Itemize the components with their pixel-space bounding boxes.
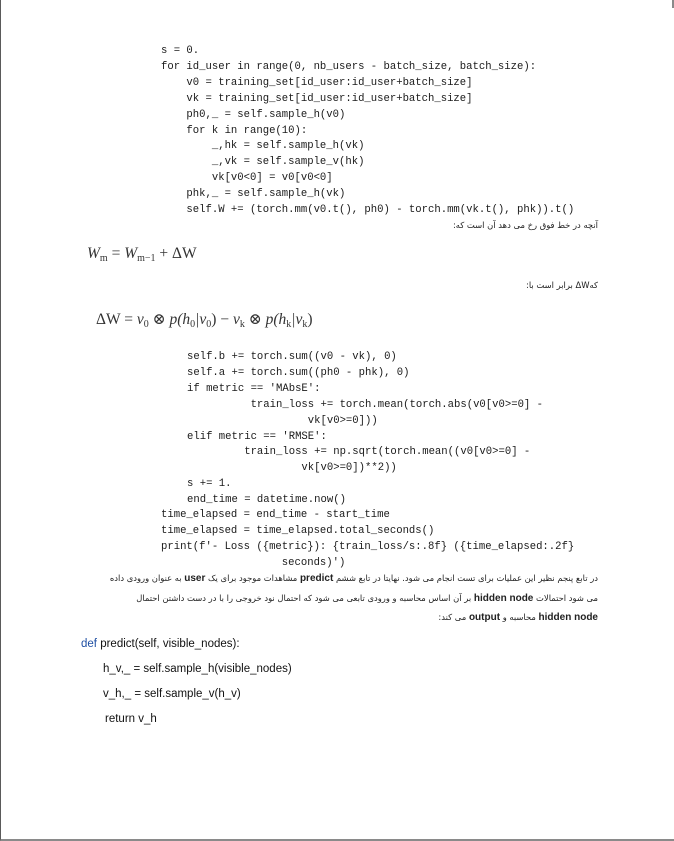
formula-equals: = [111, 245, 121, 262]
p1-term-predict: predict [299, 573, 334, 584]
code-line: s += 1. [187, 478, 232, 491]
f2-t2-sub: k [239, 319, 245, 330]
f2-bar1: |v [195, 311, 207, 328]
p3-text-d: می کند: [438, 612, 469, 622]
code-line: _,hk = self.sample_h(vk) [161, 140, 365, 153]
code-line: _,vk = self.sample_v(hk) [161, 156, 365, 169]
code-line: print(f'- Loss ({metric}): {train_loss/s:.8f} ({time_elapsed:.2f} [161, 540, 575, 553]
python-line-return: return v_h [105, 713, 157, 725]
formula-lhs-w: W [87, 245, 100, 262]
f2-t1: v [136, 311, 144, 328]
python-line-sample-v: v_h,_ = self.sample_v(h_v) [103, 688, 241, 700]
caption-line-explanation: آنچه در خط فوق رخ می دهد آن است که: [452, 220, 598, 230]
formula-rhs-sub: m−1 [137, 253, 156, 264]
f2-p2-sub: k [286, 319, 292, 330]
p1-term-user: user [184, 573, 206, 584]
p2-text-a: می شود احتمالات [533, 593, 598, 603]
formula-delta-w: ΔW [172, 245, 197, 262]
code-line: vk[v0<0] = v0[v0<0] [161, 172, 333, 185]
paragraph-line-1 [110, 573, 598, 584]
code-line: for id_user in range(0, nb_users - batch_size, batch_size): [161, 60, 537, 73]
code-line: elif metric == 'RMSE': [187, 430, 327, 443]
p2-text-c: بر آن اساس محاسبه و ورودی تابعی می شود که احتمال نود خروجی را با در دست داشتن احتمال [136, 593, 474, 603]
code-line: for k in range(10): [161, 124, 308, 137]
p1-text-a: در تابع پنجم نظیر این عملیات برای تست انجام می شود. نهایتا در تابع ششم [333, 573, 598, 583]
f2-otimes-2: ⊗ [248, 311, 262, 328]
f2-t1-sub: 0 [143, 319, 149, 330]
python-def-line [81, 638, 240, 650]
caption-delta-symbol: ΔW [575, 280, 590, 290]
p3-term-hidden-node: hidden node [538, 612, 598, 623]
code-line: if metric == 'MAbsE': [187, 382, 321, 395]
f2-otimes-1: ⊗ [152, 311, 166, 328]
code-line: self.a += torch.sum((ph0 - phk), 0) [187, 366, 410, 379]
code-line: end_time = datetime.now() [187, 494, 346, 507]
f2-bar1-sub: 0 [206, 319, 212, 330]
code-line: time_elapsed = time_elapsed.total_seconds() [161, 524, 435, 537]
f2-p1: p(h [169, 311, 191, 328]
code-line: vk[v0>=0])) [187, 414, 378, 427]
code-line: vk[v0>=0])**2)) [187, 462, 397, 475]
formula-rhs-w: W [124, 245, 138, 262]
python-def-keyword: def [81, 638, 97, 650]
paragraph-line-2 [136, 593, 598, 604]
f2-bar2: |v [291, 311, 303, 328]
caption-delta-prefix: که [589, 280, 598, 290]
formula-weight-update [87, 245, 197, 264]
formula-lhs-sub: m [99, 253, 108, 264]
f2-t2: v [232, 311, 240, 328]
p3-term-output: output [468, 612, 501, 623]
code-line: v0 = training_set[id_user:id_user+batch_size] [161, 76, 473, 89]
python-line-sample-h: h_v,_ = self.sample_h(visible_nodes) [103, 663, 292, 675]
paragraph-line-3 [438, 612, 598, 623]
f2-minus: − [220, 311, 230, 328]
formula-delta-definition [96, 310, 313, 330]
p1-text-c: مشاهدات موجود برای یک [205, 573, 300, 583]
f2-p2: p(h [265, 311, 287, 328]
f2-close-1: ) [211, 311, 217, 328]
python-def-signature: predict(self, visible_nodes): [97, 638, 240, 650]
f2-lhs: ΔW [96, 311, 121, 328]
p1-text-e: به عنوان ورودی داده [109, 573, 185, 583]
formula-plus: + [159, 245, 169, 262]
code-line: self.W += (torch.mm(v0.t(), ph0) - torch.mm(vk.t(), phk)).t() [161, 204, 575, 216]
caption-line-delta [526, 280, 598, 290]
code-line: seconds)') [161, 556, 346, 569]
code-line: time_elapsed = end_time - start_time [161, 509, 390, 521]
code-line: train_loss += np.sqrt(torch.mean((v0[v0>=0] - [187, 446, 531, 459]
code-line: ph0,_ = self.sample_h(v0) [161, 108, 346, 121]
code-line: vk = training_set[id_user:id_user+batch_size] [161, 92, 473, 105]
f2-bar2-sub: k [302, 319, 308, 330]
code-line: s = 0. [161, 45, 200, 57]
f2-p1-sub: 0 [190, 319, 196, 330]
caption-delta-suffix: برابر است با: [526, 280, 576, 290]
p2-term-hidden-node: hidden node [473, 593, 534, 604]
code-line: self.b += torch.sum((v0 - vk), 0) [187, 351, 397, 363]
f2-close-2: ) [307, 311, 313, 328]
p3-text-b: محاسبه و [500, 612, 539, 622]
code-line: phk,_ = self.sample_h(vk) [161, 188, 346, 201]
code-line: train_loss += torch.mean(torch.abs(v0[v0>=0] - [187, 398, 544, 411]
f2-eq: = [124, 311, 133, 328]
